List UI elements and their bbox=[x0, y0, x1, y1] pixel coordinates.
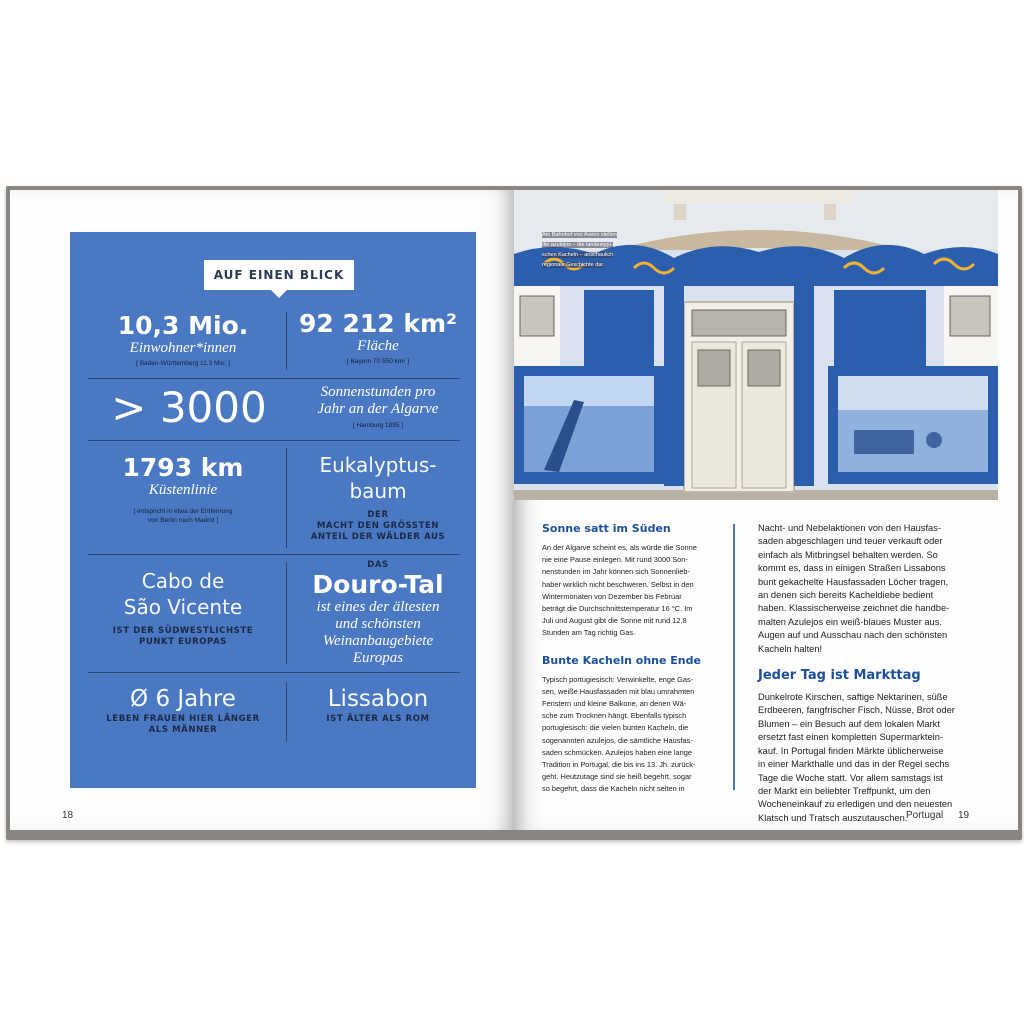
paragraph-market bbox=[758, 691, 980, 825]
divider bbox=[88, 378, 460, 379]
divider bbox=[286, 448, 287, 548]
lisbon-fact bbox=[292, 684, 464, 725]
text-line: Wocheneinkauf zu erledigen und den neuesten bbox=[758, 799, 953, 810]
text-line: ersetzt fast einen kompletten Supermarktein- bbox=[758, 732, 943, 743]
area-fact bbox=[292, 310, 464, 366]
text-line: bunt gekachelte Hausfassaden Löcher tragen, bbox=[758, 576, 949, 587]
area-value: 92 212 km² bbox=[298, 309, 457, 338]
text-line: portugiesisch: die vielen bunten Kacheln, die bbox=[542, 723, 689, 733]
divider bbox=[286, 682, 287, 742]
sunshine-fact bbox=[292, 384, 464, 430]
cape-desc-line2: PUNKT EUROPAS bbox=[138, 637, 228, 647]
text-line: Stunden am Tag richtig Gas. bbox=[542, 628, 636, 638]
heading-market: Jeder Tag ist Markttag bbox=[758, 668, 921, 684]
text-line: Tradition in Portugal, die bis ins 13. Jh. zurück- bbox=[542, 760, 696, 770]
text-line: sen, weiße Hausfassaden mit blau umrahmten bbox=[542, 686, 695, 696]
douro-pre: DAS bbox=[367, 560, 389, 570]
photo-caption-line: die azulejos – die landestypi- bbox=[542, 242, 613, 248]
text-line: kommt es, dass in einigen Straßen Lissabons bbox=[758, 563, 946, 574]
divider bbox=[88, 554, 460, 555]
coastline-label: Küstenlinie bbox=[148, 482, 218, 498]
footer-section-label: Portugal bbox=[906, 810, 944, 821]
eucalyptus-name-line2: baum bbox=[349, 479, 407, 503]
photo-caption-line: Am Bahnhof von Aveiro stellen bbox=[542, 232, 617, 238]
paragraph-sun bbox=[542, 542, 724, 640]
inhabitants-label: Einwohner*innen bbox=[129, 340, 237, 356]
cape-desc-line1: IST DER SÜDWESTLICHSTE bbox=[112, 626, 254, 636]
text-line: geht. Heutzutage sind sie heiß begehrt, sogar bbox=[542, 772, 692, 782]
text-line: nie eine Pause einlegen. Mit rund 3000 Son- bbox=[542, 555, 688, 565]
sunshine-note: [ Hamburg 1895 ] bbox=[352, 422, 404, 429]
text-line: Juli und August gibt die Sonne mit rund 12,8 bbox=[542, 616, 687, 626]
text-line: Wintermonaten von Dezember bis Februar bbox=[542, 591, 682, 601]
divider bbox=[88, 672, 460, 673]
sunshine-value-cell bbox=[84, 384, 294, 432]
text-line: sche zum Trocknen hängt. Ebenfalls typisch bbox=[542, 711, 687, 721]
text-line: der Markt ein beliebter Treffpunkt, um den bbox=[758, 785, 931, 796]
paragraph-tiles bbox=[542, 674, 724, 796]
lisbon-name: Lissabon bbox=[327, 686, 429, 712]
text-line: so begehrt, dass die Kacheln nicht selten in bbox=[542, 784, 685, 794]
eucalyptus-name-line1: Eukalyptus- bbox=[319, 453, 437, 477]
text-line: haben. Klassischerweise zeichnet die handbe- bbox=[758, 603, 950, 614]
inhabitants-fact bbox=[84, 312, 282, 368]
text-line: kauf. In Portugal finden Märkte üblicherweise bbox=[758, 745, 944, 756]
text-column-1 bbox=[542, 522, 724, 796]
sunshine-label-line2: Jahr an der Algarve bbox=[317, 401, 439, 417]
area-label: Fläche bbox=[357, 338, 399, 354]
life-expectancy-fact bbox=[84, 684, 282, 736]
text-line: saden abgeschlagen und teuer verkauft oder bbox=[758, 536, 943, 547]
inhabitants-value: 10,3 Mio. bbox=[117, 311, 249, 340]
inhabitants-note: [ Baden-Württemberg 11,3 Mio. ] bbox=[136, 360, 230, 367]
douro-desc-line1: ist eines der ältesten bbox=[316, 599, 440, 615]
area-note: [ Bayern 70 550 km² ] bbox=[346, 358, 410, 365]
text-line: malten Azulejos ein weiß-blaues Muster aus. bbox=[758, 616, 942, 627]
text-line: haber wirklich nicht beschweren. Selbst in den bbox=[542, 579, 694, 589]
text-line: Typisch portugiesisch: Verwinkelte, enge Gas- bbox=[542, 674, 694, 684]
douro-desc-line4: Europas bbox=[352, 650, 404, 666]
sunshine-label-line1: Sonnenstunden pro bbox=[320, 384, 436, 400]
photo-caption bbox=[542, 230, 658, 270]
column-divider bbox=[733, 524, 735, 790]
heading-sun: Sonne satt im Süden bbox=[542, 522, 671, 535]
douro-desc-line2: und schönsten bbox=[335, 616, 421, 632]
text-line: beträgt die Durchschnittstemperatur 16 °C. Im bbox=[542, 604, 693, 614]
text-column-2 bbox=[758, 522, 980, 825]
at-a-glance-infobox bbox=[70, 232, 476, 788]
eucalyptus-pre: DER bbox=[367, 510, 389, 520]
douro-desc-line3: Weinanbaugebiete bbox=[322, 633, 434, 649]
photo-caption-line: regionale Geschichte dar bbox=[542, 262, 604, 268]
sunshine-value: > 3000 bbox=[111, 383, 267, 432]
page-number-left: 18 bbox=[62, 810, 74, 821]
life-expectancy-desc-line2: ALS MÄNNER bbox=[148, 725, 218, 735]
life-expectancy-desc-line1: LEBEN FRAUEN HIER LÄNGER bbox=[106, 714, 260, 724]
coastline-value: 1793 km bbox=[122, 453, 244, 482]
text-line: Dunkelrote Kirschen, saftige Nektarinen, süße bbox=[758, 692, 948, 703]
text-line: sogenannten azulejos, die sämtliche Hausfas- bbox=[542, 735, 693, 745]
text-line: nenstunden im Jahr können sich Sonnenlieb- bbox=[542, 567, 690, 577]
heading-tiles: Bunte Kacheln ohne Ende bbox=[542, 653, 701, 667]
eucalyptus-desc-line2: ANTEIL DER WÄLDER AUS bbox=[310, 532, 446, 542]
cape-fact bbox=[84, 568, 282, 648]
paragraph-theft bbox=[758, 522, 980, 656]
text-line: Fenstern und kleine Balkone, an denen Wä- bbox=[542, 699, 687, 709]
text-line: Tage die Woche statt. Vor allem samstags ist bbox=[758, 772, 943, 783]
coastline-note-line1: [ entspricht in etwa der Entfernung bbox=[133, 508, 233, 515]
text-line: saden schmücken. Azulejos haben eine lange bbox=[542, 747, 692, 757]
open-book bbox=[6, 186, 1022, 840]
at-a-glance-tag: AUF EINEN BLICK bbox=[204, 260, 354, 290]
douro-fact bbox=[292, 560, 464, 667]
eucalyptus-fact bbox=[292, 452, 464, 543]
text-line: Blumen – ein Besuch auf dem lokalen Markt bbox=[758, 718, 940, 729]
divider bbox=[286, 562, 287, 664]
text-line: Klatsch und Tratsch auszutauschen. bbox=[758, 812, 908, 823]
text-line: an denen sich bereits Kacheldiebe bedient bbox=[758, 590, 934, 601]
text-line: An der Algarve scheint es, als würde die Sonne bbox=[542, 543, 697, 552]
lisbon-desc: IST ÄLTER ALS ROM bbox=[326, 714, 430, 724]
text-line: in einer Markthalle und das in der Regel sechs bbox=[758, 759, 950, 770]
left-page bbox=[10, 190, 514, 830]
text-line: einfach als Mitbringsel behalten werden. So bbox=[758, 549, 938, 560]
text-line: Kacheln halten! bbox=[758, 643, 823, 654]
cape-name-line2: São Vicente bbox=[123, 595, 243, 619]
azulejo-facade-photo bbox=[514, 190, 998, 500]
right-page bbox=[514, 190, 1018, 830]
text-line: Erdbeeren, fangfrischer Fisch, Nüsse, Brot oder bbox=[758, 705, 955, 716]
douro-name: Douro-Tal bbox=[312, 570, 444, 599]
text-line: Nacht- und Nebelaktionen von den Hausfas- bbox=[758, 523, 941, 533]
page-number-right: 19 bbox=[958, 810, 970, 821]
photo-caption-line: schen Kacheln – anschaulich bbox=[542, 252, 614, 258]
divider bbox=[88, 440, 460, 441]
cape-name-line1: Cabo de bbox=[141, 569, 225, 593]
eucalyptus-desc-line1: MACHT DEN GRÖSSTEN bbox=[316, 521, 440, 531]
coastline-fact bbox=[84, 454, 282, 525]
divider bbox=[286, 312, 287, 370]
coastline-note-line2: von Berlin nach Madrid ] bbox=[147, 517, 219, 524]
life-expectancy-value: Ø 6 Jahre bbox=[130, 686, 236, 712]
text-line: Augen auf und Ausschau nach den schönsten bbox=[758, 630, 948, 641]
